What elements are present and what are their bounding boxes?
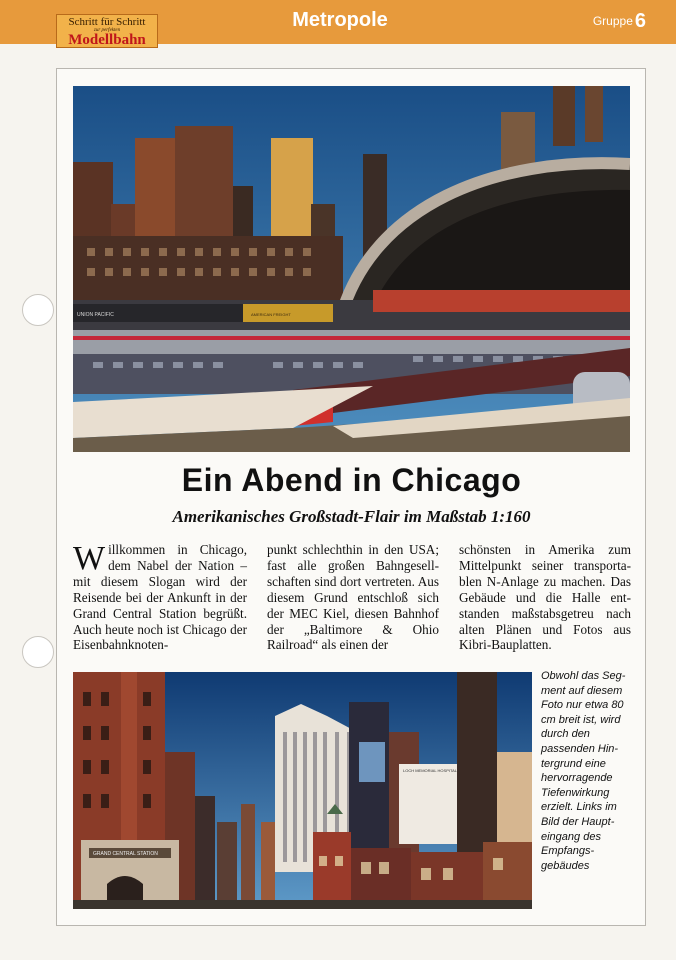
hospital-sign: LOCH MEMORIAL HOSPITAL — [403, 768, 458, 773]
logo-line1: Schritt für Schritt — [68, 16, 146, 28]
freight-car-sign: AMERICAN FREIGHT — [251, 312, 291, 317]
union-pacific-sign: UNION PACIFIC — [77, 312, 114, 318]
section-title: Metropole — [292, 9, 388, 31]
group-indicator — [593, 10, 646, 33]
article-subtitle: Amerikanisches Großstadt-Flair im Maßstab 1:160 — [172, 507, 531, 526]
binder-hole-bottom — [22, 636, 54, 668]
station-hall-photo — [73, 86, 630, 452]
article-title: Ein Abend in Chicago — [181, 462, 522, 498]
logo-line3: Modellbahn — [68, 32, 146, 48]
body-column-1 — [73, 542, 247, 653]
group-number: 6 — [634, 10, 646, 32]
drop-cap: W — [73, 540, 106, 577]
skyline-photo — [73, 672, 532, 909]
body-column-3 — [459, 542, 631, 653]
station-sign: GRAND CENTRAL STATION — [93, 851, 158, 857]
photo-caption: Obwohl das Seg-ment auf diesem Foto nur etwa 80 cm breit ist, wird durch den passenden Hin-tergrund eine hervorragende Tiefenwirkung erzielt. Links im Bild der Haupt-eingang des Empfangs-gebäudes — [541, 670, 626, 872]
body-column-2 — [267, 542, 439, 653]
body-text-1: illkommen in Chicago, dem Nabel der Nation – mit diesem Slogan wird der Reisende bei der Ankunft in der Grand Central Station begrüßt. Auch heute noch ist Chicago der Eisenbahnknoten- — [73, 542, 247, 653]
body-text-3: schönsten in Amerika zum Mittelpunkt seiner transporta-blen N-Anlage zu machen. Das Gebäude und die Halle ent-standen maßstabsgetreu nach alten Plänen und Fotos aus Kibri-Bauplatten. — [459, 542, 631, 653]
page-header — [0, 0, 676, 48]
binder-hole-top — [22, 294, 54, 326]
series-logo — [56, 14, 158, 48]
body-text-2: punkt schlechthin in den USA; fast alle großen Bahngesell-schaften sind dort vertreten. Aus diesem Grund entschloß sich der MEC Kiel, diesen Bahnhof der „Baltimore & Ohio Railroad“ als einen der — [267, 542, 439, 653]
logo-line2: zur perfekten — [93, 28, 121, 33]
group-label: Gruppe — [592, 14, 633, 28]
